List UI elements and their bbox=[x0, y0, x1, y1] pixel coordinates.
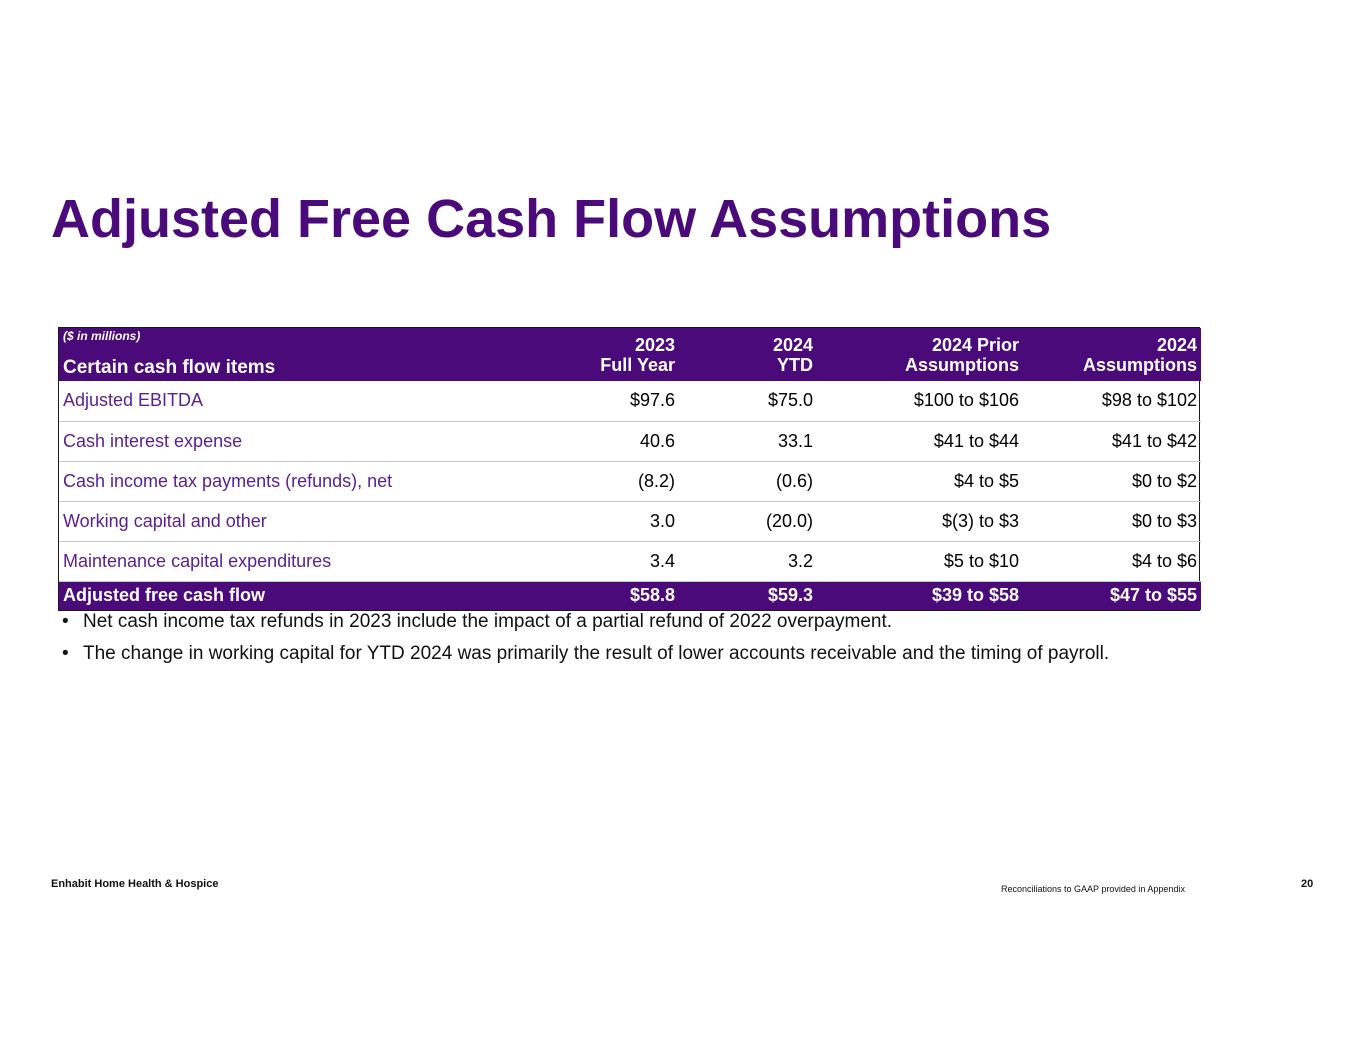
header-2024-assumptions bbox=[1023, 328, 1201, 381]
table-row bbox=[59, 541, 1201, 581]
cell-2023-full-year: 3.4 bbox=[649, 550, 675, 571]
header-line: Assumptions bbox=[1082, 355, 1197, 375]
footnote-item bbox=[62, 642, 1182, 665]
footer-company-name: Enhabit Home Health & Hospice bbox=[51, 878, 219, 890]
cell-2024-ytd: (20.0) bbox=[765, 510, 813, 531]
row-label: Adjusted EBITDA bbox=[63, 390, 204, 411]
header-item-label: Certain cash flow items bbox=[63, 357, 276, 378]
header-line: 2024 Prior bbox=[931, 335, 1019, 355]
footnotes-list bbox=[62, 610, 1182, 674]
footnote-item bbox=[62, 610, 1182, 633]
cell-2024-prior-assumptions: $41 to $44 bbox=[933, 430, 1019, 451]
cell-2024-assumptions: $4 to $6 bbox=[1131, 550, 1197, 571]
row-label: Cash interest expense bbox=[63, 430, 243, 451]
header-item-column bbox=[59, 328, 529, 381]
table-row bbox=[59, 461, 1201, 501]
bullet-icon: • bbox=[62, 643, 69, 664]
cell-2024-assumptions: $0 to $3 bbox=[1131, 510, 1197, 531]
cell-2024-prior-assumptions: $4 to $5 bbox=[953, 470, 1019, 491]
cell-2024-ytd: 33.1 bbox=[777, 430, 813, 451]
header-line: 2023 bbox=[634, 335, 675, 355]
total-2024-ytd: $59.3 bbox=[767, 585, 813, 606]
header-line: YTD bbox=[777, 355, 813, 375]
header-2024-ytd bbox=[679, 328, 817, 381]
cell-2023-full-year: 40.6 bbox=[639, 430, 675, 451]
row-label: Maintenance capital expenditures bbox=[63, 550, 332, 571]
cell-2024-ytd: (0.6) bbox=[775, 470, 813, 491]
cell-2024-ytd: $75.0 bbox=[767, 390, 813, 411]
total-2024-assumptions: $47 to $55 bbox=[1109, 585, 1197, 606]
table-row bbox=[59, 501, 1201, 541]
table-total-row bbox=[59, 581, 1201, 610]
units-note: ($ in millions) bbox=[63, 329, 141, 343]
table-row bbox=[59, 421, 1201, 461]
cell-2024-assumptions: $98 to $102 bbox=[1101, 390, 1197, 411]
page-title: Adjusted Free Cash Flow Assumptions bbox=[51, 189, 1052, 249]
header-line: 2024 bbox=[1156, 335, 1197, 355]
cell-2024-assumptions: $0 to $2 bbox=[1131, 470, 1197, 491]
cell-2024-assumptions: $41 to $42 bbox=[1111, 430, 1197, 451]
table-row bbox=[59, 381, 1201, 421]
header-line: 2024 bbox=[772, 335, 813, 355]
cell-2024-prior-assumptions: $5 to $10 bbox=[943, 550, 1019, 571]
total-row-label: Adjusted free cash flow bbox=[63, 585, 266, 606]
cash-flow-table bbox=[58, 327, 1200, 611]
footnote-text: The change in working capital for YTD 2024 was primarily the result of lower accounts receivable and the timing of payroll. bbox=[83, 643, 1110, 664]
footnote-text: Net cash income tax refunds in 2023 include the impact of a partial refund of 2022 overpayment. bbox=[83, 611, 893, 632]
footer-note: Reconciliations to GAAP provided in Appendix bbox=[1001, 884, 1185, 894]
row-label: Cash income tax payments (refunds), net bbox=[63, 470, 393, 491]
cell-2023-full-year: $97.6 bbox=[629, 390, 675, 411]
total-2024-prior-assumptions: $39 to $58 bbox=[931, 585, 1019, 606]
header-2024-prior-assumptions bbox=[817, 328, 1023, 381]
table-header-row bbox=[59, 328, 1201, 381]
row-label: Working capital and other bbox=[63, 510, 267, 531]
header-line: Assumptions bbox=[904, 355, 1019, 375]
total-2023-full-year: $58.8 bbox=[629, 585, 675, 606]
header-line: Full Year bbox=[600, 355, 675, 375]
cell-2023-full-year: 3.0 bbox=[649, 510, 675, 531]
cell-2023-full-year: (8.2) bbox=[637, 470, 675, 491]
header-2023-full-year bbox=[529, 328, 679, 381]
cell-2024-ytd: 3.2 bbox=[787, 550, 813, 571]
bullet-icon: • bbox=[62, 611, 69, 632]
cell-2024-prior-assumptions: $(3) to $3 bbox=[941, 510, 1019, 531]
page-number: 20 bbox=[1301, 878, 1314, 890]
cell-2024-prior-assumptions: $100 to $106 bbox=[913, 390, 1019, 411]
